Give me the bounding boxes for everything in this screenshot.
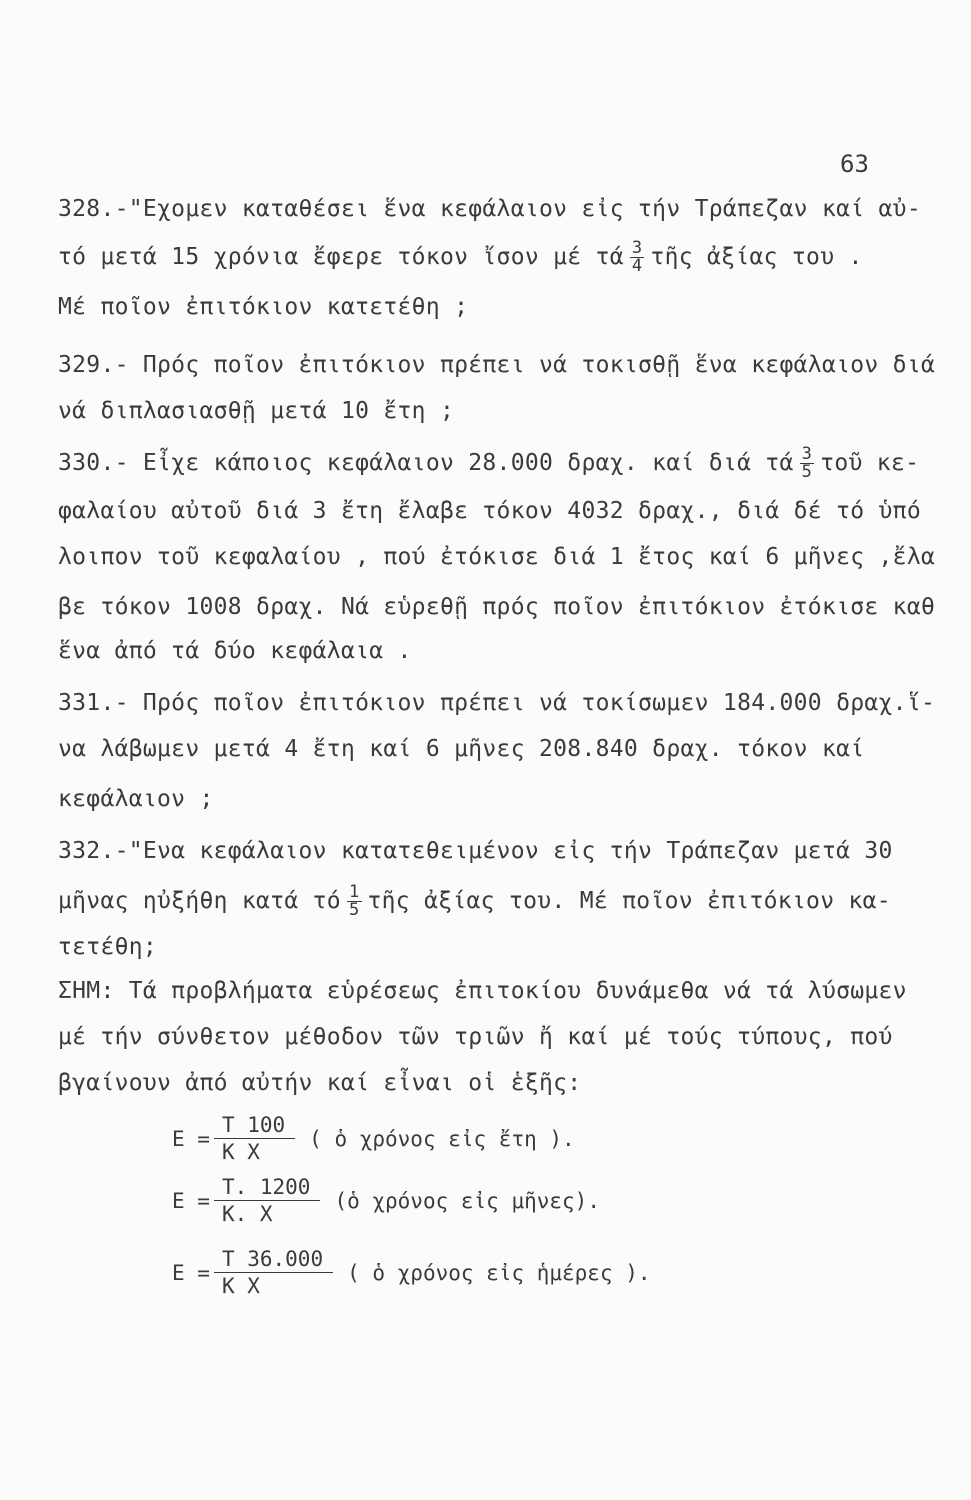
problem-330-text-a: 330.- Εἶχε κάποιος κεφάλαιον 28.000 δραχ. καί διά τά — [58, 450, 794, 476]
problem-328-line-2 — [58, 240, 863, 275]
problem-328-text-b: τῆς ἀξίας του . — [650, 244, 863, 270]
problem-329-line-1: 329.- Πρός ποῖον ἐπιτόκιον πρέπει νά τοκισθῇ ἕνα κεφάλαιον διά — [58, 352, 936, 378]
problem-331-line-2: να λάβωμεν μετά 4 ἔτη καί 6 μῆνες 208.840 δραχ. τόκον καί — [58, 736, 865, 762]
problem-332-line-1: 332.-"Ενα κεφάλαιον κατατεθειμένον εἰς τήν Τράπεζαν μετά 30 — [58, 838, 893, 864]
problem-330-line-2: φαλαίου αὐτοῦ διά 3 ἔτη ἔλαβε τόκον 4032 δραχ., διά δέ τό ὑπό — [58, 498, 921, 524]
fraction-three-fifths — [800, 446, 815, 481]
formula-denominator: Κ Χ — [221, 1274, 260, 1298]
problem-328-line-1: 328.-"Εχομεν καταθέσει ἕνα κεφάλαιον εἰς τήν Τράπεζαν καί αὐ- — [58, 196, 921, 222]
fraction-numerator: 3 — [801, 444, 813, 464]
fraction-denominator: 5 — [348, 900, 360, 920]
formula-denominator: Κ Χ — [221, 1140, 260, 1164]
formula-months — [172, 1174, 600, 1227]
formula-lhs: Ε = — [172, 1260, 210, 1285]
formula-years — [172, 1112, 575, 1165]
problem-330-line-3: λοιπον τοῦ κεφαλαίου , πού ἐτόκισε διά 1 ἔτος καί 6 μῆνες ,ἔλα — [58, 544, 936, 570]
problem-330-line-4: βε τόκον 1008 δραχ. Νά εὑρεθῇ πρός ποῖον ἐπιτόκιον ἐτόκισε καθ — [58, 594, 936, 620]
problem-330-line-5: ἕνα ἀπό τά δύο κεφάλαια . — [58, 638, 412, 664]
formula-numerator: Τ 100 — [214, 1112, 295, 1139]
fraction-numerator: 3 — [631, 238, 643, 258]
formula-note: ( ὁ χρόνος εἰς ἔτη ). — [309, 1126, 575, 1151]
problem-332-line-2 — [58, 884, 891, 919]
fraction-numerator: 1 — [348, 882, 360, 902]
problem-332-text-b: τῆς ἀξίας του. Μέ ποῖον ἐπιτόκιον κα- — [367, 888, 891, 914]
problem-331-line-1: 331.- Πρός ποῖον ἐπιτόκιον πρέπει νά τοκίσωμεν 184.000 δραχ.ἵ- — [58, 690, 936, 716]
formula-lhs: Ε = — [172, 1188, 210, 1213]
formula-numerator: Τ. 1200 — [214, 1174, 321, 1201]
note-line-3: βγαίνουν ἀπό αὐτήν καί εἶναι οἱ ἑξῆς: — [58, 1070, 582, 1096]
fraction-denominator: 5 — [801, 462, 813, 482]
problem-332-line-3: τετέθη; — [58, 934, 158, 960]
fraction-three-quarters — [630, 240, 645, 275]
problem-332-text-a: μῆνας ηὐξήθη κατά τό — [58, 888, 341, 914]
formula-lhs: Ε = — [172, 1126, 210, 1151]
problem-328-line-3: Μέ ποῖον ἐπιτόκιον κατετέθη ; — [58, 294, 469, 320]
fraction-one-fifth — [347, 884, 362, 919]
problem-330-text-b: τοῦ κε- — [820, 450, 920, 476]
problem-329-line-2: νά διπλασιασθῇ μετά 10 ἔτη ; — [58, 398, 455, 424]
formula-note: (ὁ χρόνος εἰς μῆνες). — [334, 1188, 600, 1213]
formula-days — [172, 1246, 651, 1299]
problem-331-line-3: κεφάλαιον ; — [58, 786, 214, 812]
note-line-1: ΣΗΜ: Τά προβλήματα εὑρέσεως ἐπιτοκίου δυνάμεθα νά τά λύσωμεν — [58, 978, 907, 1004]
formula-fraction — [214, 1246, 333, 1299]
formula-fraction — [214, 1112, 295, 1165]
note-line-2: μέ τήν σύνθετον μέθοδον τῶν τριῶν ἤ καί μέ τούς τύπους, πού — [58, 1024, 893, 1050]
formula-numerator: Τ 36.000 — [214, 1246, 333, 1273]
formula-note: ( ὁ χρόνος εἰς ἡμέρες ). — [347, 1260, 651, 1285]
problem-328-text-a: τό μετά 15 χρόνια ἔφερε τόκον ἴσον μέ τά — [58, 244, 624, 270]
formula-fraction — [214, 1174, 321, 1227]
page-number: 63 — [840, 150, 869, 178]
formula-denominator: Κ. Χ — [221, 1202, 273, 1226]
fraction-denominator: 4 — [631, 256, 643, 276]
problem-330-line-1 — [58, 446, 919, 481]
